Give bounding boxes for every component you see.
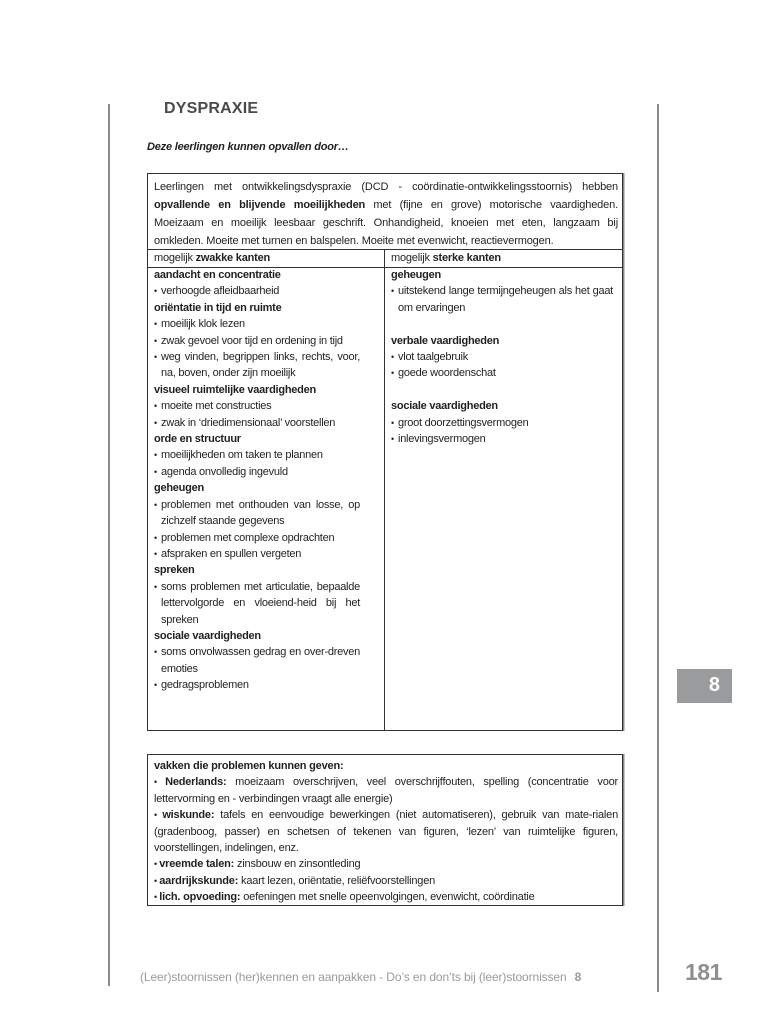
column-divider <box>384 249 385 730</box>
group-heading: verbale vaardigheden <box>391 334 500 347</box>
list-item: • groot doorzettingsvermogen <box>391 415 613 431</box>
group-heading: geheugen <box>391 269 441 281</box>
header-weak-bold: zwakke kanten <box>195 252 271 264</box>
group-heading: sociale vaardigheden <box>391 400 498 413</box>
list-item: • inlevingsvermogen <box>391 431 613 447</box>
list-item: • moeilijk klok lezen <box>154 316 360 332</box>
footer-chapter: 8 <box>574 970 582 984</box>
subject-item <box>154 774 618 807</box>
intro-text-2: met (fijne en grove) motorische vaardigheden. Moeizaam en moeilijk leesbaar geschrift. Onhandigheid, knoeien met eten, langzaam bij omkleden. Moeite met turnen en balspelen. Moeite met evenwicht, reactievermogen. <box>154 199 618 247</box>
group-heading: sociale vaardigheden <box>154 629 261 642</box>
footer <box>140 970 581 984</box>
header-weak-sides <box>154 251 270 266</box>
group-heading: oriëntatie in tijd en ruimte <box>154 301 282 314</box>
strong-sides-column <box>391 267 613 447</box>
subject-description: moeizaam overschrijven, veel overschrijffouten, spelling (concentratie voor lettervorming en - verbindingen vraagt alle energie) <box>154 776 618 805</box>
subject-description: oefeningen met snelle opeenvolgingen, evenwicht, coördinatie <box>240 891 535 904</box>
subject-description: tafels en eenvoudige bewerkingen (niet automatiseren), gebruik van mate-rialen (gradenboog, passer) en schetsen of tekenen van figuren, ‘lezen’ van ruimtelijke figuren, voorstellingen, indelingen, enz. <box>154 809 618 855</box>
spacer <box>391 316 613 332</box>
subject-item <box>154 856 618 872</box>
header-strong-bold: sterke kanten <box>432 252 501 264</box>
list-item: • problemen met complexe opdrachten <box>154 530 360 546</box>
subject-item <box>154 889 618 905</box>
chapter-tab <box>677 669 732 703</box>
right-margin-rule <box>657 104 659 992</box>
list-item: • moeilijkheden om taken te plannen <box>154 447 360 463</box>
subject-label: wiskunde: <box>162 809 215 822</box>
list-item: • soms problemen met articulatie, bepaalde lettervolgorde en vloeiend-heid bij het spreken <box>154 579 360 628</box>
group-heading: aandacht en concentratie <box>154 269 281 281</box>
subject-item <box>154 873 618 889</box>
list-item: • uitstekend lange termijngeheugen als het gaat om ervaringen <box>391 283 613 316</box>
list-item: • zwak gevoel voor tijd en ordening in tijd <box>154 333 360 349</box>
list-item: • afspraken en spullen vergeten <box>154 546 360 562</box>
header-strong-sides <box>391 251 501 266</box>
subject-label: lich. opvoeding: <box>159 891 241 904</box>
bullet-icon: • <box>154 892 160 903</box>
group-heading: spreken <box>154 564 195 577</box>
subjects-heading: vakken die problemen kunnen geven: <box>154 760 344 772</box>
footer-text: (Leer)stoornissen (her)kennen en aanpakken - Do’s en don’ts bij (leer)stoornissen <box>140 970 567 984</box>
bullet-icon: • <box>154 859 160 870</box>
list-item: • soms onvolwassen gedrag en over-dreven emoties <box>154 644 360 677</box>
characteristics-table <box>147 173 623 731</box>
list-item: • moeite met constructies <box>154 398 360 414</box>
list-item: • problemen met onthouden van losse, op zichzelf staande gegevens <box>154 497 360 530</box>
group-heading: visueel ruimtelijke vaardigheden <box>154 383 316 396</box>
page-title: DYSPRAXIE <box>164 100 259 117</box>
left-margin-rule <box>108 104 110 986</box>
group-heading: orde en structuur <box>154 433 241 446</box>
list-item: • weg vinden, begrippen links, rechts, voor, na, boven, onder zijn moeilijk <box>154 349 360 382</box>
intro-paragraph <box>154 178 618 250</box>
list-item: • vlot taalgebruik <box>391 349 613 365</box>
problem-subjects-list <box>154 758 618 906</box>
subject-description: zinsbouw en zinsontleding <box>234 858 361 871</box>
header-strong-prefix: mogelijk <box>391 252 433 264</box>
subject-label: vreemde talen: <box>159 858 235 871</box>
list-item: • zwak in ‘driedimensionaal’ voorstellen <box>154 415 360 431</box>
bullet-icon: • <box>154 810 163 821</box>
page-number: 181 <box>685 959 722 985</box>
chapter-tab-number: 8 <box>708 674 720 696</box>
bullet-icon: • <box>154 777 166 788</box>
intro-text-1: Leerlingen met ontwikkelingsdyspraxie (DCD - coördinatie-ontwikkelingsstoornis) hebben <box>154 181 618 193</box>
subject-label: aardrijkskunde: <box>159 874 239 887</box>
list-item: • gedragsproblemen <box>154 677 360 693</box>
intro-bold: opvallende en blijvende moeilijkheden <box>154 199 366 211</box>
section-subtitle: Deze leerlingen kunnen opvallen door… <box>147 141 349 153</box>
spacer <box>391 382 613 398</box>
list-item: • verhoogde afleidbaarheid <box>154 283 360 299</box>
problem-subjects-box <box>147 754 623 906</box>
subject-description: kaart lezen, oriëntatie, reliëfvoorstellingen <box>238 874 436 887</box>
list-item: • goede woordenschat <box>391 365 613 381</box>
group-heading: geheugen <box>154 482 204 495</box>
list-item: • agenda onvolledig ingevuld <box>154 464 360 480</box>
header-weak-prefix: mogelijk <box>154 252 196 264</box>
bullet-icon: • <box>154 875 160 886</box>
subject-item <box>154 807 618 856</box>
subject-label: Nederlands: <box>165 776 227 789</box>
weak-sides-column <box>154 267 360 694</box>
